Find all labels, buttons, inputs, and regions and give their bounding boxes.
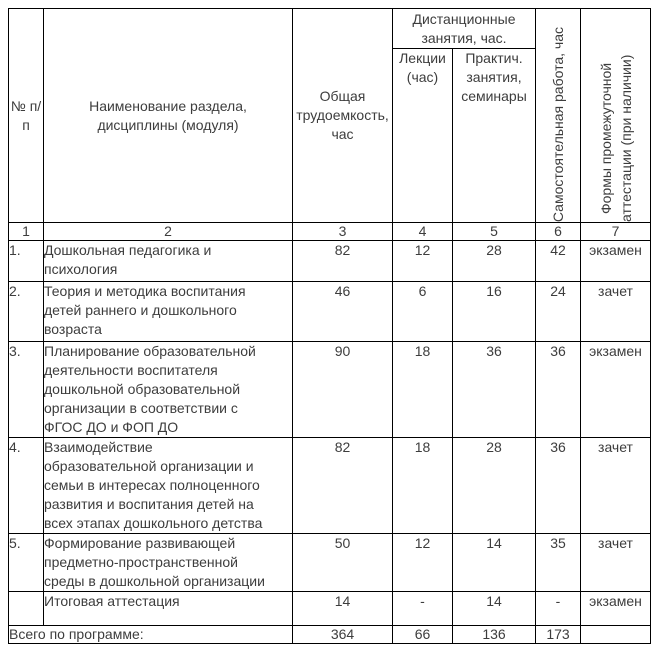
self-work-hours: 36 <box>536 342 581 438</box>
discipline-name <box>44 438 293 534</box>
discipline-name <box>44 241 293 282</box>
discipline-name <box>44 282 293 342</box>
header-col-name <box>44 9 293 223</box>
column-number-4: 4 <box>393 223 453 241</box>
row-number: 4. <box>9 438 44 534</box>
discipline-name-text: Теория и методика воспитания детей раннего и дошкольного возраста <box>44 283 246 337</box>
lecture-hours: 12 <box>393 534 453 592</box>
self-work-hours: 24 <box>536 282 581 342</box>
discipline-name <box>44 592 293 626</box>
totals-label: Всего по программе: <box>9 626 293 644</box>
self-work-hours: 36 <box>536 438 581 534</box>
column-number-3: 3 <box>293 223 393 241</box>
header-col-name-label: Наименование раздела, дисциплины (модуля) <box>89 97 247 133</box>
row-number: 3. <box>9 342 44 438</box>
table-row <box>9 534 651 592</box>
totals-self-work-hours: 173 <box>536 626 581 644</box>
table-row <box>9 592 651 626</box>
self-work-hours: - <box>536 592 581 626</box>
attestation-form: экзамен <box>581 342 651 438</box>
header-row-top <box>9 9 651 49</box>
total-hours: 46 <box>293 282 393 342</box>
header-group-distance <box>393 9 536 49</box>
self-work-hours: 35 <box>536 534 581 592</box>
row-number: 5. <box>9 534 44 592</box>
column-numbers-row <box>9 223 651 241</box>
attestation-form: зачет <box>581 282 651 342</box>
column-number-7: 7 <box>581 223 651 241</box>
totals-row <box>9 626 651 644</box>
practice-hours: 28 <box>453 241 536 282</box>
header-col-lectures-label: Лекции (час) <box>399 50 446 85</box>
practice-hours: 36 <box>453 342 536 438</box>
total-hours: 82 <box>293 438 393 534</box>
discipline-name <box>44 342 293 438</box>
column-number-2: 2 <box>44 223 293 241</box>
header-col-total <box>293 9 393 223</box>
self-work-hours: 42 <box>536 241 581 282</box>
discipline-name-text: Формирование развивающей предметно-пространственной среды в дошкольной организации <box>44 535 265 589</box>
table-row <box>9 438 651 534</box>
row-number: 2. <box>9 282 44 342</box>
attestation-form: экзамен <box>581 592 651 626</box>
curriculum-table <box>8 8 651 644</box>
total-hours: 50 <box>293 534 393 592</box>
column-number-6: 6 <box>536 223 581 241</box>
table-row <box>9 241 651 282</box>
practice-hours: 14 <box>453 592 536 626</box>
lecture-hours: 6 <box>393 282 453 342</box>
table-row <box>9 342 651 438</box>
attestation-form: зачет <box>581 438 651 534</box>
practice-hours: 28 <box>453 438 536 534</box>
discipline-name-text: Дошкольная педагогика и психология <box>44 242 212 277</box>
discipline-name-text: Итоговая аттестация <box>44 593 180 609</box>
practice-hours: 14 <box>453 534 536 592</box>
header-col-number-label: № п/п <box>10 97 42 133</box>
total-hours: 90 <box>293 342 393 438</box>
discipline-name-text: Взаимодействие образовательной организации и семьи в интересах полноценного развития и воспитания детей на всех этапах дошкольного детства <box>44 439 263 531</box>
attestation-form: зачет <box>581 534 651 592</box>
totals-attestation <box>581 626 651 644</box>
column-number-5: 5 <box>453 223 536 241</box>
discipline-name-text: Планирование образовательной деятельности воспитателя дошкольной образовательной организации в соответствии с ФГОС ДО и ФОП ДО <box>44 343 256 435</box>
header-col-attestation-label: Формы промежуточной аттестации (при наличии) <box>597 54 634 222</box>
discipline-name <box>44 534 293 592</box>
row-number: 1. <box>9 241 44 282</box>
header-group-distance-label: Дистанционные занятия, час. <box>412 10 516 46</box>
totals-practice-hours: 136 <box>453 626 536 644</box>
totals-lecture-hours: 66 <box>393 626 453 644</box>
column-number-1: 1 <box>9 223 44 241</box>
header-col-lectures <box>393 49 453 223</box>
lecture-hours: - <box>393 592 453 626</box>
header-col-practice <box>453 49 536 223</box>
total-hours: 14 <box>293 592 393 626</box>
header-col-self-work-label: Самостоятельная работа, час <box>550 26 566 222</box>
header-col-total-label: Общая трудоемкость, час <box>296 88 389 142</box>
row-number <box>9 592 44 626</box>
header-col-attestation <box>581 9 651 223</box>
total-hours: 82 <box>293 241 393 282</box>
lecture-hours: 12 <box>393 241 453 282</box>
totals-total-hours: 364 <box>293 626 393 644</box>
table-row <box>9 282 651 342</box>
practice-hours: 16 <box>453 282 536 342</box>
header-col-number <box>9 9 44 223</box>
lecture-hours: 18 <box>393 342 453 438</box>
header-col-practice-label: Практич. занятия, семинары <box>461 50 527 104</box>
attestation-form: экзамен <box>581 241 651 282</box>
header-col-self-work <box>536 9 581 223</box>
lecture-hours: 18 <box>393 438 453 534</box>
